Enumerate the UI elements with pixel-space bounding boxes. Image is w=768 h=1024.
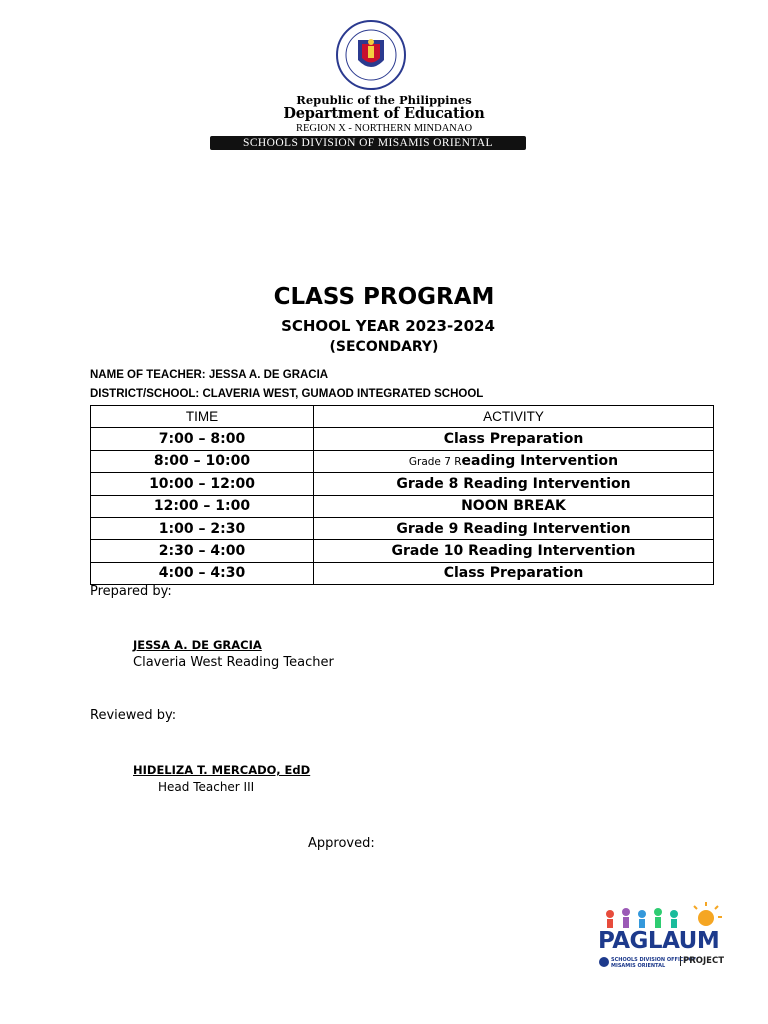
table-row bbox=[91, 517, 714, 539]
school-line: DISTRICT/SCHOOL: CLAVERIA WEST, GUMAOD INTEGRATED SCHOOL bbox=[90, 388, 484, 400]
republic-line: Republic of the Philippines bbox=[296, 93, 472, 107]
time-cell: 4:00 – 4:30 bbox=[91, 562, 314, 584]
page-title: CLASS PROGRAM bbox=[273, 284, 495, 310]
reviewed-by-label: Reviewed by: bbox=[90, 708, 177, 723]
time-cell: 1:00 – 2:30 bbox=[91, 517, 314, 539]
table-row bbox=[91, 562, 714, 584]
school-year: SCHOOL YEAR 2023-2024 bbox=[281, 317, 495, 335]
reviewer-name: HIDELIZA T. MERCADO, EdD bbox=[133, 763, 311, 777]
preparer-name: JESSA A. DE GRACIA bbox=[133, 638, 262, 652]
activity-cell: Grade 9 Reading Intervention bbox=[314, 517, 714, 539]
approved-label: Approved: bbox=[308, 836, 375, 851]
paglaum-sub-line2: MISAMIS ORIENTAL bbox=[611, 963, 666, 969]
header-time: TIME bbox=[91, 406, 314, 428]
reviewer-role: Head Teacher III bbox=[158, 780, 255, 794]
time-cell: 8:00 – 10:00 bbox=[91, 450, 314, 472]
activity-cell: Class Preparation bbox=[314, 562, 714, 584]
teacher-name-line: NAME OF TEACHER: JESSA A. DE GRACIA bbox=[90, 369, 329, 381]
activity-cell: Class Preparation bbox=[314, 428, 714, 450]
class-schedule-table bbox=[90, 405, 714, 585]
activity-cell: Grade 8 Reading Intervention bbox=[314, 473, 714, 495]
activity-prefix: Grade 7 R bbox=[408, 455, 462, 468]
activity-cell bbox=[314, 450, 714, 472]
time-cell: 10:00 – 12:00 bbox=[91, 473, 314, 495]
table-row bbox=[91, 540, 714, 562]
time-cell: 7:00 – 8:00 bbox=[91, 428, 314, 450]
division-banner: SCHOOLS DIVISION OF MISAMIS ORIENTAL bbox=[210, 136, 526, 150]
paglaum-project-label: PROJECT bbox=[680, 956, 724, 966]
region-line: REGION X - NORTHERN MINDANAO bbox=[295, 123, 473, 134]
time-cell: 2:30 – 4:00 bbox=[91, 540, 314, 562]
activity-cell: Grade 10 Reading Intervention bbox=[314, 540, 714, 562]
table-row bbox=[91, 428, 714, 450]
paglaum-wordmark: PAGLAUM bbox=[598, 928, 720, 954]
preparer-role: Claveria West Reading Teacher bbox=[133, 655, 334, 670]
table-row bbox=[91, 473, 714, 495]
table-row bbox=[91, 450, 714, 472]
level-label: (SECONDARY) bbox=[329, 339, 439, 355]
deped-seal-logo bbox=[336, 20, 406, 90]
paglaum-sub-line1: SCHOOLS DIVISION OFFICE OF bbox=[611, 957, 697, 963]
table-row bbox=[91, 495, 714, 517]
department-line: Department of Education bbox=[283, 105, 485, 122]
table-header-row bbox=[91, 406, 714, 428]
activity-text: eading Intervention bbox=[461, 452, 619, 469]
prepared-by-label: Prepared by: bbox=[90, 584, 172, 599]
activity-cell: NOON BREAK bbox=[314, 495, 714, 517]
time-cell: 12:00 – 1:00 bbox=[91, 495, 314, 517]
header-activity: ACTIVITY bbox=[314, 406, 714, 428]
